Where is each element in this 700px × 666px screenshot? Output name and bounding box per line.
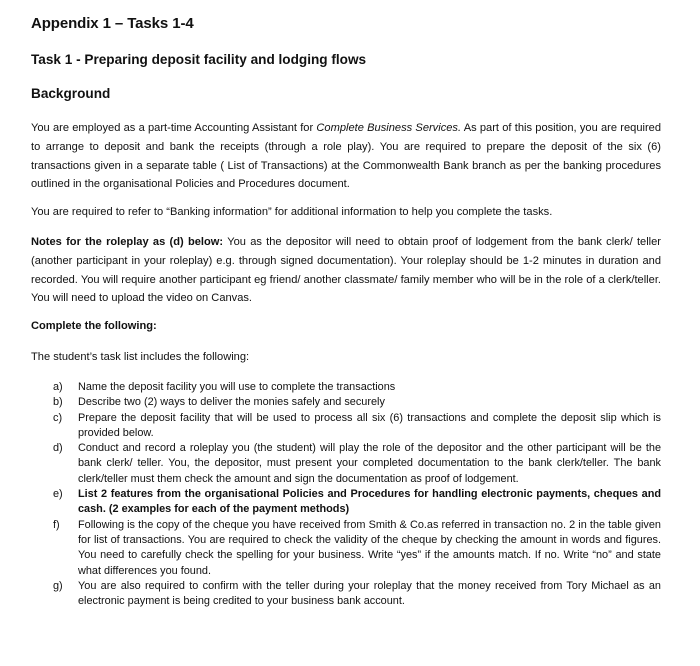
company-name: Complete Business Services. — [316, 122, 462, 134]
list-item-text: Conduct and record a roleplay you (the student) will play the role of the depositor and the other participant will be the bank clerk/ teller. You, the depositor, must present your completed documentation to the bank clerk/teller. The bank clerk/teller must them check the amount and sign the documentation as proof of lodgement. — [78, 442, 661, 485]
intro-paragraph — [31, 119, 661, 194]
notes-text: You as the depositor will need to obtain proof of lodgement from the bank clerk/ teller (another participant in your roleplay) e.g. through signed documentation). Your roleplay should be 1-2 minutes in duration and recorded. You will require another participant eg friend/ another classmate/ family member who will be in the role of a clerk/teller. You will need to upload the video on Canvas. — [31, 236, 662, 305]
complete-heading: Complete the following: — [31, 320, 157, 332]
list-item — [53, 441, 661, 487]
task-list — [53, 380, 661, 609]
list-item — [53, 487, 661, 518]
list-item — [53, 380, 661, 395]
list-marker: g) — [53, 579, 63, 592]
list-item — [53, 395, 661, 410]
list-item-text: You are also required to confirm with the teller during your roleplay that the money received from Tory Michael as an electronic payment is being credited to your business bank account. — [78, 579, 661, 608]
list-item-text: Describe two (2) ways to deliver the monies safely and securely — [78, 396, 385, 409]
background-heading: Background — [31, 86, 111, 101]
list-item-text: Prepare the deposit facility that will be used to process all six (6) transactions and complete the deposit slip which is provided below. — [78, 411, 661, 439]
list-marker: f) — [53, 518, 60, 531]
list-marker: d) — [53, 442, 63, 455]
notes-label: Notes for the roleplay as (d) below: — [31, 236, 224, 248]
notes-paragraph — [31, 233, 661, 308]
intro-part2: As part of this position, you are required to arrange to deposit and bank the receipts (through a role play). You are required to prepare the deposit of the six (6) transactions given in a separate table ( List of Transactions) at the Commonwealth Bank branch as per the banking procedures outlined in the organisational Policies and Procedures document. — [31, 122, 661, 191]
refer-paragraph: You are required to refer to “Banking information” for additional information to help you complete the tasks. — [31, 206, 553, 218]
list-item — [53, 518, 661, 579]
list-marker: a) — [53, 381, 63, 393]
appendix-title: Appendix 1 – Tasks 1-4 — [31, 15, 194, 32]
list-item-text: Following is the copy of the cheque you have received from Smith & Co.as referred in transaction no. 2 in the table given for list of transactions. You are required to check the validity of the cheque by checking the amount in words and figures. You need to carefully check the spelling for your business. Write “yes” if the amounts match. If no. Write “no” and state what differences you found. — [78, 518, 661, 577]
list-marker: b) — [53, 396, 63, 409]
task-list-intro: The student’s task list includes the following: — [31, 351, 250, 363]
list-item-text: Name the deposit facility you will use to complete the transactions — [78, 381, 396, 393]
task-title: Task 1 - Preparing deposit facility and lodging flows — [31, 52, 367, 67]
intro-part1: You are employed as a part-time Accounting Assistant for — [31, 122, 317, 134]
list-item — [53, 411, 661, 442]
list-item-text: List 2 features from the organisational Policies and Procedures for handling electronic payments, cheques and cash. (2 examples for each of the payment methods) — [78, 488, 661, 516]
list-marker: e) — [53, 488, 63, 501]
list-item — [53, 579, 661, 610]
list-marker: c) — [53, 411, 63, 424]
